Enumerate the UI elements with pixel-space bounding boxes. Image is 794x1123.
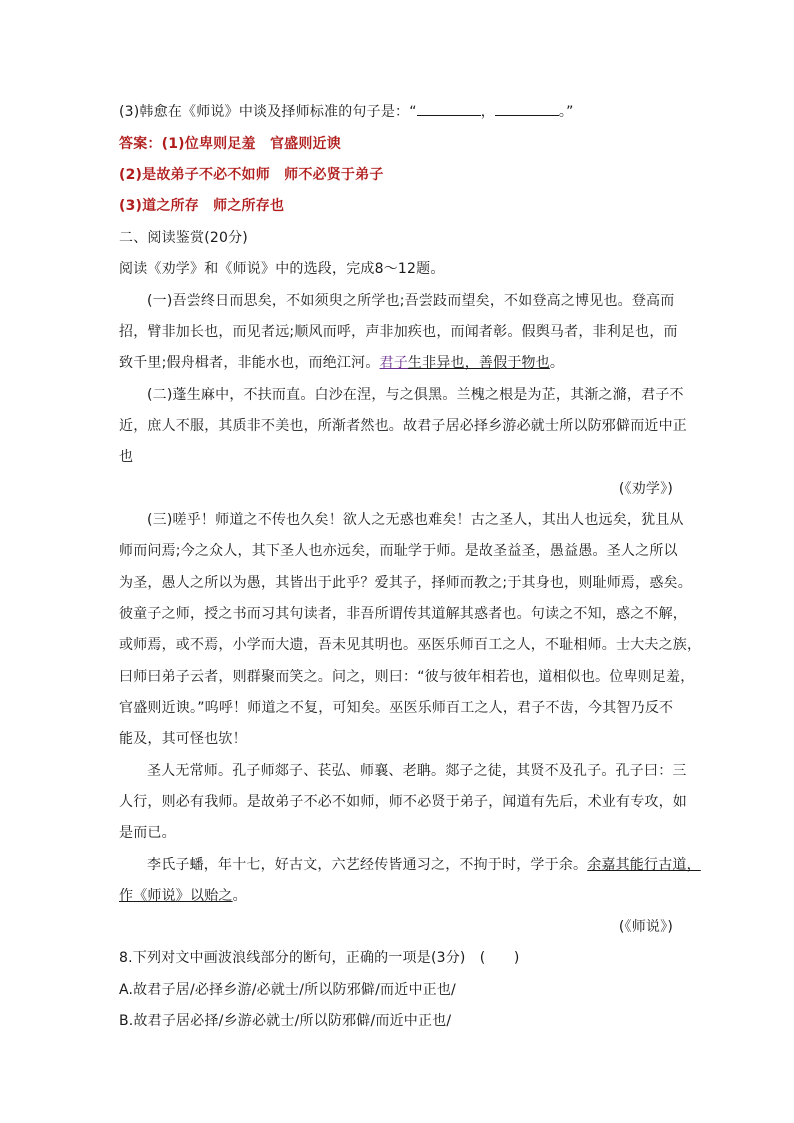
answer-line-2: (2)是故弟子不必不如师 师不必贤于弟子 — [119, 167, 384, 183]
annotated-word: 君子 — [379, 355, 408, 371]
passage-3-line: (三)嗟乎！师道之不传也久矣！欲人之无惑也难矣！古之圣人，其出人也远矣，犹且从 — [147, 512, 684, 528]
section-title: 二、阅读鉴赏(20分) — [119, 230, 248, 246]
passage-5-line: 李氏子蟠，年十七，好古文，六艺经传皆通习之，不拘于时，学于余。余嘉其能行古道， — [147, 857, 701, 873]
passage-1-line: 致千里;假舟楫者，非能水也，而绝江河。君子生非异也，善假于物也。 — [119, 355, 565, 371]
option-a: A.故君子居/必择乡游/必就士/所以防邪僻/而近中正也/ — [119, 982, 456, 998]
underlined-sentence: 余嘉其能行古道， — [587, 857, 701, 873]
passage-3-line: 曰师曰弟子云者，则群聚而笑之。问之，则曰：“彼与彼年相若也，道相似也。位卑则足羞， — [119, 669, 695, 685]
answer-line-3: (3)道之所存 师之所存也 — [119, 198, 285, 214]
answer-blank-1 — [417, 103, 481, 116]
passage-4-line: 圣人无常师。孔子师郯子、苌弘、师襄、老聃。郯子之徒，其贤不及孔子。孔子曰：三 — [147, 763, 687, 779]
instruction: 阅读《劝学》和《师说》中的选段，完成8～12题。 — [119, 261, 445, 277]
question-3: (3)韩愈在《师说》中谈及择师标准的句子是：“ ， 。” — [119, 104, 574, 120]
passage-1-line: 招，臂非加长也，而见者远;顺风而呼，声非加疾也，而闻者彰。假舆马者，非利足也，而 — [119, 324, 678, 340]
passage-4-line: 人行，则必有我师。是故弟子不必不如师，师不必贤于弟子，闻道有先后，术业有专攻，如 — [119, 794, 687, 810]
passage-3-line: 彼童子之师，授之书而习其句读者，非吾所谓传其道解其惑者也。句读之不知，惑之不解， — [119, 606, 687, 622]
passage-3-line: 或师焉，或不焉，小学而大遗，吾未见其明也。巫医乐师百工之人，不耻相师。士大夫之族， — [119, 637, 702, 653]
passage-3-line: 为圣，愚人之所以为愚，其皆出于此乎？爱其子，择师而教之;于其身也，则耻师焉，惑矣。 — [119, 575, 692, 591]
source-citation: (《劝学》) — [618, 481, 673, 497]
passage-3-line: 师而问焉;今之众人，其下圣人也亦远矣，而耻学于师。是故圣益圣，愚益愚。圣人之所以 — [119, 543, 678, 559]
passage-3-line: 官盛则近谀。”呜呼！师道之不复，可知矣。巫医乐师百工之人，君子不齿，今其智乃反不 — [119, 700, 674, 716]
underlined-sentence: 生非异也，善假于物也 — [407, 355, 550, 371]
question-8: 8.下列对文中画波浪线部分的断句，正确的一项是(3分) ( ) — [119, 950, 520, 966]
underlined-sentence: 作《师说》以贻之 — [119, 888, 233, 904]
passage-2-line: 也 — [119, 449, 134, 465]
option-b: B.故君子居必择/乡游必就士/所以防邪僻/而近中正也/ — [119, 1013, 452, 1029]
passage-2-line: 近，庶人不服，其质非不美也，所渐者然也。故君子居必择乡游必就士所以防邪僻而近中正 — [119, 418, 687, 434]
passage-1-line: (一)吾尝终日而思矣，不如须臾之所学也;吾尝跂而望矣，不如登高之博见也。登高而 — [147, 293, 675, 309]
passage-5-line: 作《师说》以贻之。 — [119, 888, 247, 904]
answer-line-1: 答案：(1)位卑则足羞 官盛则近谀 — [119, 136, 341, 152]
passage-4-line: 是而已。 — [119, 825, 176, 841]
answer-blank-2 — [495, 103, 559, 116]
passage-3-line: 能及，其可怪也欤！ — [119, 731, 247, 747]
source-citation: (《师说》) — [618, 919, 673, 935]
passage-2-line: (二)蓬生麻中，不扶而直。白沙在涅，与之俱黑。兰槐之根是为芷，其渐之滫，君子不 — [147, 387, 684, 403]
